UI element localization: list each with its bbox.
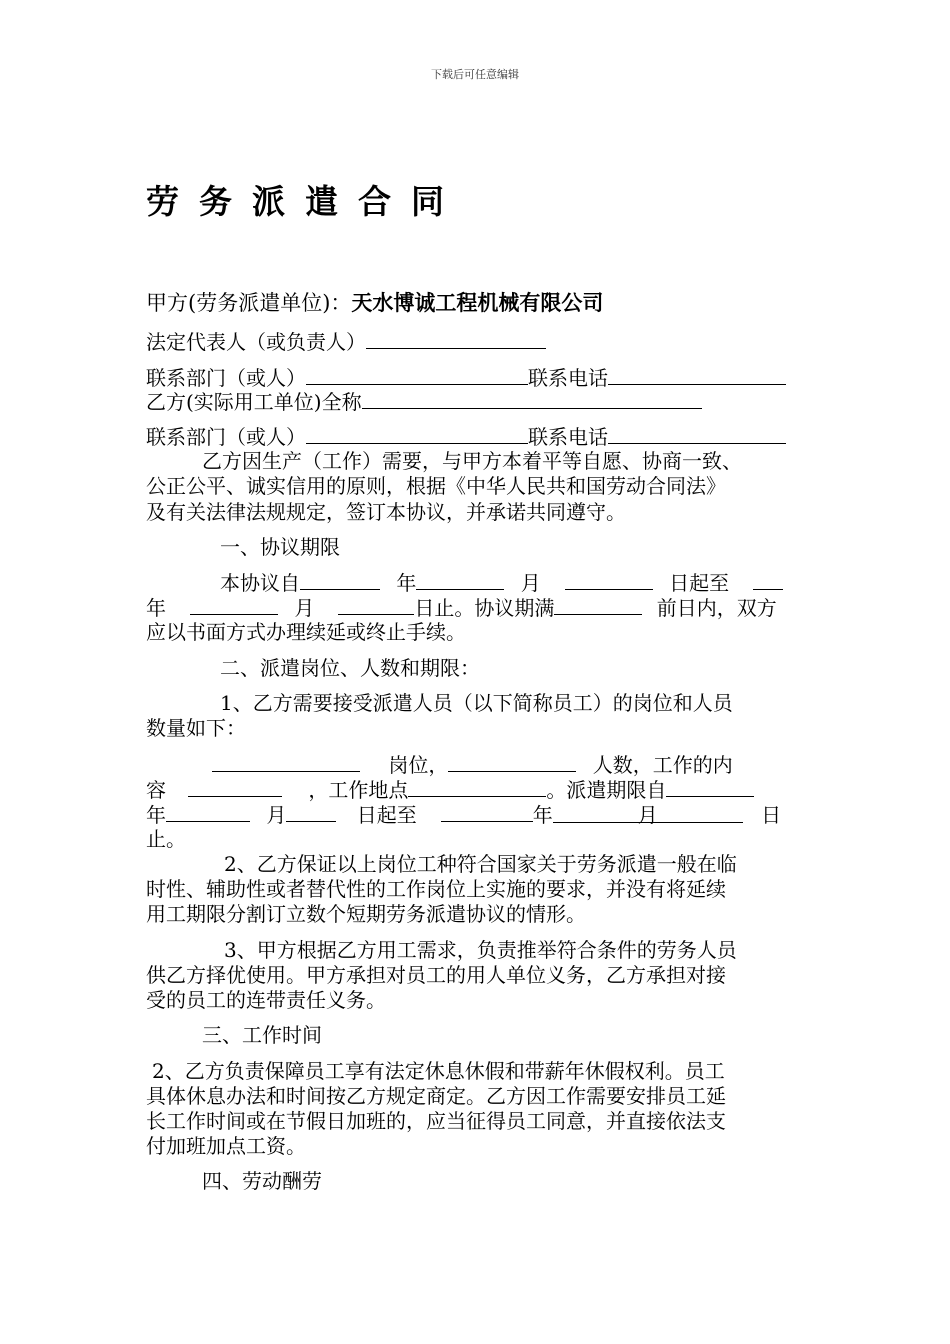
section-3-title: 三、工作时间 [202, 1023, 322, 1047]
clause-1-line-2: 数量如下： [146, 716, 246, 740]
document-title: 劳务派遣合同 [146, 182, 464, 221]
headcount-blank[interactable] [448, 751, 576, 772]
end-month-blank[interactable] [190, 594, 278, 615]
term-line-3: 应以书面方式办理续延或终止手续。 [146, 620, 466, 644]
post-text: 年 [532, 803, 553, 827]
term-line-1 [220, 569, 783, 597]
intro-line-3: 及有关法律法规规定，签订本协议，并承诺共同遵守。 [146, 500, 626, 524]
term-text: 年 [396, 571, 417, 595]
start-day-blank[interactable] [565, 569, 653, 590]
contact-phone-blank[interactable] [608, 364, 786, 385]
work-content-blank[interactable] [188, 776, 282, 797]
term-text: 前日内，双方 [656, 596, 777, 620]
clause-1-line-1: 1、乙方需要接受派遣人员（以下简称员工）的岗位和人员 [220, 691, 733, 715]
post-line-3 [146, 801, 781, 829]
party-b-label: 乙方(实际用工单位)全称 [146, 390, 362, 414]
header-note: 下载后可任意编辑 [431, 68, 519, 81]
post-line-1 [146, 751, 733, 779]
term-text: 日止。协议期满 [414, 596, 555, 620]
party-a-label: 甲方(劳务派遣单位)： [146, 291, 352, 315]
intro-line-2: 公正公平、诚实信用的原则，根据《中华人民共和国劳动合同法》 [146, 474, 726, 498]
post-text: 人数，工作的内 [592, 753, 733, 777]
clause-4-line-3: 长工作时间或在节假日加班的，应当征得员工同意，并直接依法支 [146, 1109, 726, 1133]
party-a-name: 天水博诚工程机械有限公司 [351, 291, 604, 315]
contact-dept2-blank[interactable] [306, 423, 528, 444]
term-line-2 [146, 594, 777, 622]
post-text: 容 [146, 778, 166, 802]
post-text: 月 [266, 803, 287, 827]
contact-dept2-label: 联系部门（或人） [146, 425, 306, 449]
post-blank[interactable] [212, 751, 360, 772]
party-b-line [146, 388, 702, 416]
term-text: 年 [146, 596, 166, 620]
contact-phone2-blank[interactable] [608, 423, 786, 444]
clause-2-line-2: 时性、辅助性或者替代性的工作岗位上实施的要求，并没有将延续 [146, 877, 726, 901]
start-month-blank[interactable] [416, 569, 504, 590]
contact-line-b [146, 423, 786, 451]
post-line-2 [146, 776, 754, 804]
term-text: 本协议自 [220, 571, 300, 595]
period-start-month-blank[interactable] [166, 801, 250, 822]
clause-4-line-2: 具体休息办法和时间按乙方规定商定。乙方因工作需要安排员工延 [146, 1084, 726, 1108]
post-line-4: 止。 [146, 827, 186, 851]
party-a-line [146, 290, 603, 317]
clause-4-line-4: 付加班加点工资。 [146, 1134, 306, 1158]
contact-phone-label: 联系电话 [528, 366, 608, 390]
post-text: 年 [146, 803, 166, 827]
term-text: 月 [294, 596, 315, 620]
period-start-day-blank[interactable] [286, 801, 336, 822]
clause-3-line-3: 受的员工的连带责任义务。 [146, 988, 386, 1012]
post-text: 岗位， [388, 753, 449, 777]
legal-rep-label: 法定代表人（或负责人） [146, 330, 366, 354]
term-text: 月 [520, 571, 541, 595]
section-2-title: 二、派遣岗位、人数和期限： [220, 656, 480, 680]
period-start-blank[interactable] [666, 776, 754, 797]
contact-dept-blank[interactable] [306, 364, 528, 385]
clause-3-line-1: 3、甲方根据乙方用工需求，负责推举符合条件的劳务人员 [224, 938, 737, 962]
post-text: 月 [637, 803, 658, 827]
clause-2-line-1: 2、乙方保证以上岗位工种符合国家关于劳务派遣一般在临 [224, 852, 737, 876]
clause-4-line-1: 2、乙方负责保障员工享有法定休息休假和带薪年休假权利。员工 [152, 1059, 725, 1083]
clause-2-line-3: 用工期限分割订立数个短期劳务派遣协议的情形。 [146, 902, 586, 926]
section-4-title: 四、劳动酬劳 [202, 1169, 322, 1193]
contact-phone2-label: 联系电话 [528, 425, 608, 449]
expiry-days-blank[interactable] [554, 594, 642, 615]
contact-dept-label: 联系部门（或人） [146, 366, 306, 390]
end-year-blank[interactable] [753, 569, 783, 590]
work-place-blank[interactable] [408, 776, 546, 797]
legal-rep-blank[interactable] [366, 328, 546, 349]
post-text: ，工作地点 [308, 778, 409, 802]
post-text: 日 [761, 803, 782, 827]
clause-3-line-2: 供乙方择优使用。甲方承担对员工的用人单位义务，乙方承担对接 [146, 963, 726, 987]
period-end-month-blank[interactable] [553, 802, 743, 827]
period-end-year-blank[interactable] [441, 801, 533, 822]
post-text: 日起至 [356, 803, 417, 827]
term-text: 日起至 [669, 571, 730, 595]
section-1-title: 一、协议期限 [220, 535, 340, 559]
start-year-blank[interactable] [300, 569, 380, 590]
legal-rep-line [146, 328, 546, 356]
post-text: 。派遣期限自 [546, 778, 667, 802]
end-day-blank[interactable] [338, 594, 414, 615]
party-b-blank[interactable] [362, 388, 702, 409]
intro-line-1: 乙方因生产（工作）需要，与甲方本着平等自愿、协商一致、 [202, 449, 742, 473]
